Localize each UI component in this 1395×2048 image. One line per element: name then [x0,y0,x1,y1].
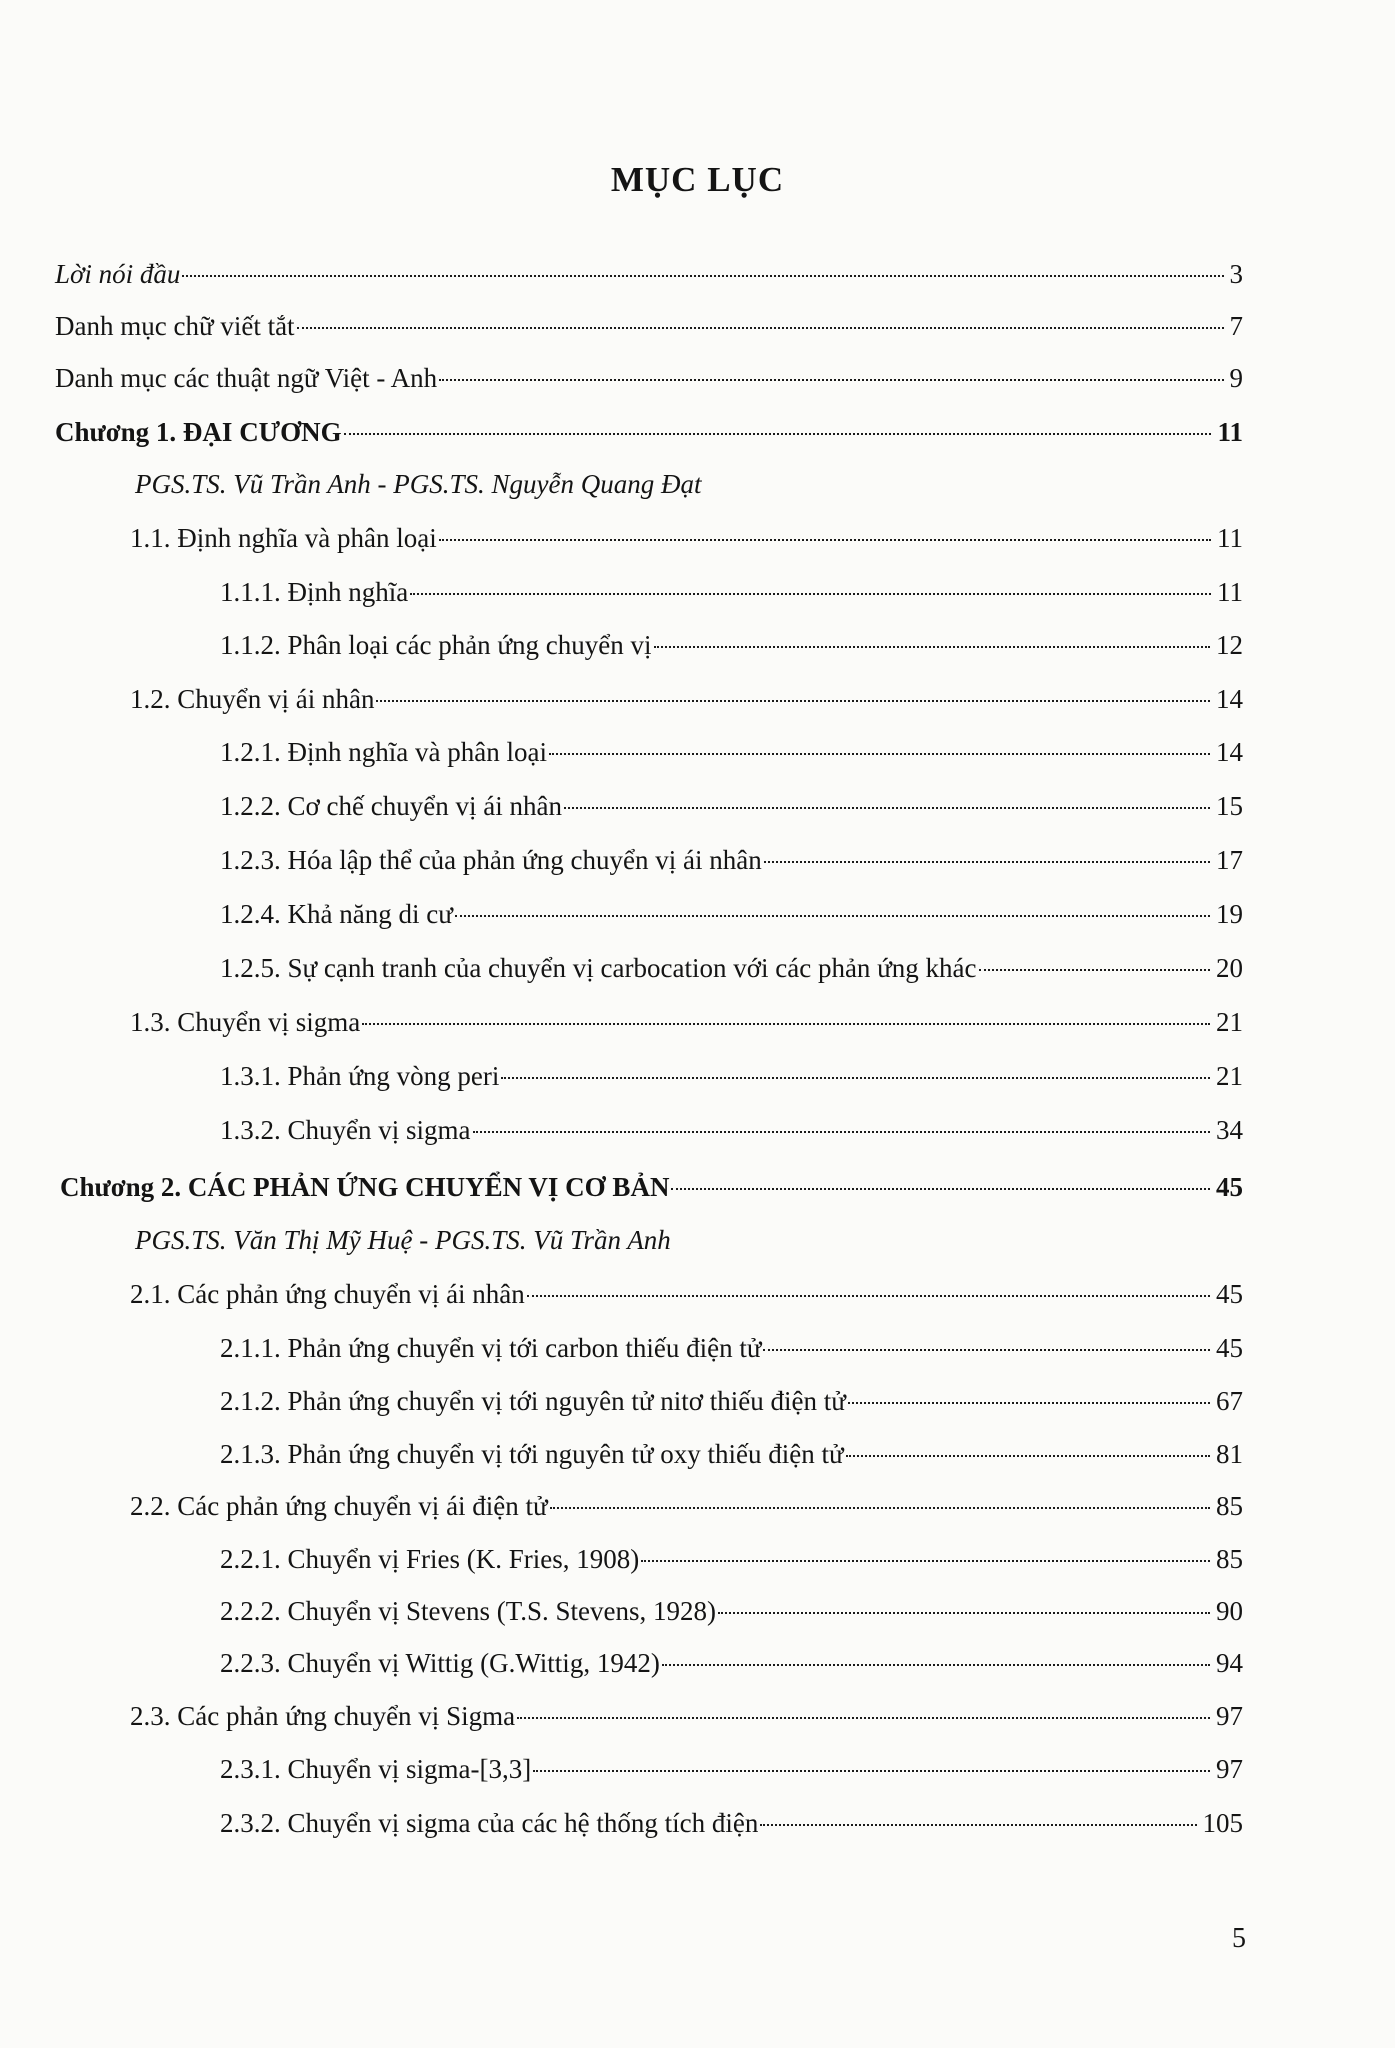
toc-entry-page: 19 [1216,899,1243,929]
toc-entry [130,523,1243,554]
toc-entry-page: 67 [1216,1386,1243,1416]
toc-entry-text: 2.3.1. Chuyển vị sigma-[3,3] [220,1754,532,1784]
dot-leader [439,379,1223,381]
dot-leader [439,539,1211,541]
toc-entry-text: 1.1.2. Phân loại các phản ứng chuyển vị [220,630,652,660]
toc-entry-text: 1.2. Chuyển vị ái nhân [130,684,375,714]
toc-entry-text: 1.2.1. Định nghĩa và phân loại [220,737,547,767]
toc-entry-text: 2.2. Các phản ứng chuyển vị ái điện tử [130,1491,548,1521]
toc-entry-page: 34 [1216,1115,1243,1145]
dot-leader [848,1402,1210,1404]
toc-entry-page: 15 [1216,791,1243,821]
toc-authors [135,1225,671,1256]
toc-entry-page: 85 [1216,1544,1243,1574]
toc-entry-text: 2.1.2. Phản ứng chuyển vị tới nguyên tử nitơ thiếu điện tử [220,1386,846,1416]
toc-entry-page: 17 [1216,845,1243,875]
toc-entry-page: 90 [1216,1596,1243,1626]
toc-entry-page: 11 [1217,577,1243,607]
toc-entry-page: 9 [1229,363,1243,393]
toc-entry-page: 85 [1216,1491,1243,1521]
toc-entry-page: 14 [1216,737,1243,767]
toc-entry-page: 45 [1216,1279,1243,1309]
dot-leader [718,1612,1210,1614]
toc-authors-text: PGS.TS. Văn Thị Mỹ Huệ - PGS.TS. Vũ Trần Anh [135,1225,671,1255]
dot-leader [564,807,1210,809]
toc-entry-text: Lời nói đầu [55,259,181,289]
dot-leader [501,1077,1210,1079]
dot-leader [182,275,1223,277]
toc-entry-page: 45 [1216,1333,1243,1363]
dot-leader [455,915,1210,917]
toc-entry-page: 81 [1216,1439,1243,1469]
toc-entry-page: 11 [1217,417,1243,447]
page-number: 5 [1232,1923,1246,1954]
dot-leader [376,700,1210,702]
toc-entry-text: 2.2.3. Chuyển vị Wittig (G.Wittig, 1942) [220,1648,660,1678]
toc-entry [220,1754,1243,1785]
toc-entry-text: Chương 2. CÁC PHẢN ỨNG CHUYỂN VỊ CƠ BẢN [60,1172,670,1202]
page-title: MỤC LỤC [610,160,785,199]
toc-entry-page: 97 [1216,1754,1243,1784]
toc-entry-text: 2.1.1. Phản ứng chuyển vị tới carbon thiếu điện tử [220,1333,762,1363]
dot-leader [517,1717,1210,1719]
dot-leader [763,1349,1210,1351]
toc-entry-page: 7 [1229,311,1243,341]
toc-entry [220,1115,1243,1146]
toc-entry-page: 20 [1216,953,1243,983]
toc-entry [130,1007,1243,1038]
toc-entry-page: 97 [1216,1701,1243,1731]
dot-leader [846,1455,1210,1457]
toc-entry-page: 11 [1217,523,1243,553]
toc-entry-text: 1.2.5. Sự cạnh tranh của chuyển vị carbocation với các phản ứng khác [220,953,977,983]
dot-leader [533,1770,1210,1772]
toc-entry [220,1386,1243,1417]
dot-leader [641,1560,1210,1562]
toc-entry [220,1061,1243,1092]
toc-entry [220,1439,1243,1470]
toc-entry [220,1544,1243,1575]
dot-leader [671,1188,1210,1190]
toc-entry-text: 2.1. Các phản ứng chuyển vị ái nhân [130,1279,525,1309]
toc-entry-page: 14 [1216,684,1243,714]
toc-entry-page: 12 [1216,630,1243,660]
dot-leader [760,1824,1196,1826]
toc-entry-text: 1.3.2. Chuyển vị sigma [220,1115,471,1145]
toc-authors-text: PGS.TS. Vũ Trần Anh - PGS.TS. Nguyễn Quang Đạt [135,469,702,499]
toc-entry-text: Chương 1. ĐẠI CƯƠNG [55,417,342,447]
toc-entry [130,684,1243,715]
toc-entry-text: 1.2.2. Cơ chế chuyển vị ái nhân [220,791,562,821]
dot-leader [654,646,1210,648]
toc-entry [220,630,1243,661]
toc-entry [220,845,1243,876]
dot-leader [362,1023,1210,1025]
dot-leader [979,969,1210,971]
toc-entry-text: 1.3.1. Phản ứng vòng peri [220,1061,500,1091]
toc-entry-text: 1.3. Chuyển vị sigma [130,1007,361,1037]
dot-leader [550,1507,1210,1509]
toc-entry [220,1808,1243,1839]
toc-entry-page: 94 [1216,1648,1243,1678]
toc-entry [220,899,1243,930]
toc-entry-page: 105 [1202,1808,1243,1838]
toc-entry-text: Danh mục các thuật ngữ Việt - Anh [55,363,438,393]
toc-entry-text: 2.3. Các phản ứng chuyển vị Sigma [130,1701,516,1731]
toc-entry-text: 2.1.3. Phản ứng chuyển vị tới nguyên tử oxy thiếu điện tử [220,1439,844,1469]
dot-leader [764,861,1210,863]
toc-entry [130,1491,1243,1522]
toc-entry-page: 21 [1216,1007,1243,1037]
toc-entry-text: 1.1. Định nghĩa và phân loại [130,523,437,553]
dot-leader [549,753,1210,755]
toc-entry [55,363,1243,394]
dot-leader [344,433,1212,435]
dot-leader [473,1131,1211,1133]
toc-entry [130,1279,1243,1310]
toc-entry [220,1596,1243,1627]
toc-chapter [55,417,1243,448]
toc-entry [130,1701,1243,1732]
toc-entry-text: 2.2.2. Chuyển vị Stevens (T.S. Stevens, 1928) [220,1596,716,1626]
toc-entry [220,791,1243,822]
toc-entry [55,311,1243,342]
toc-entry [220,577,1243,608]
toc-entry-text: 2.2.1. Chuyển vị Fries (K. Fries, 1908) [220,1544,640,1574]
toc-entry-text: 2.3.2. Chuyển vị sigma của các hệ thống tích điện [220,1808,759,1838]
toc-entry [220,1333,1243,1364]
toc-entry [55,259,1243,290]
toc-entry-text: 1.2.3. Hóa lập thể của phản ứng chuyển vị ái nhân [220,845,762,875]
toc-entry [220,953,1243,984]
toc-authors [135,469,702,500]
toc-entry-page: 21 [1216,1061,1243,1091]
toc-chapter [60,1172,1243,1203]
toc-entry-text: 1.1.1. Định nghĩa [220,577,409,607]
toc-entry [220,1648,1243,1679]
toc-entry-text: 1.2.4. Khả năng di cư [220,899,453,929]
toc-entry-page: 45 [1216,1172,1243,1202]
dot-leader [297,327,1224,329]
toc-entry-page: 3 [1229,259,1243,289]
dot-leader [527,1295,1210,1297]
dot-leader [662,1664,1210,1666]
toc-entry [220,737,1243,768]
dot-leader [410,593,1211,595]
toc-entry-text: Danh mục chữ viết tắt [55,311,295,341]
